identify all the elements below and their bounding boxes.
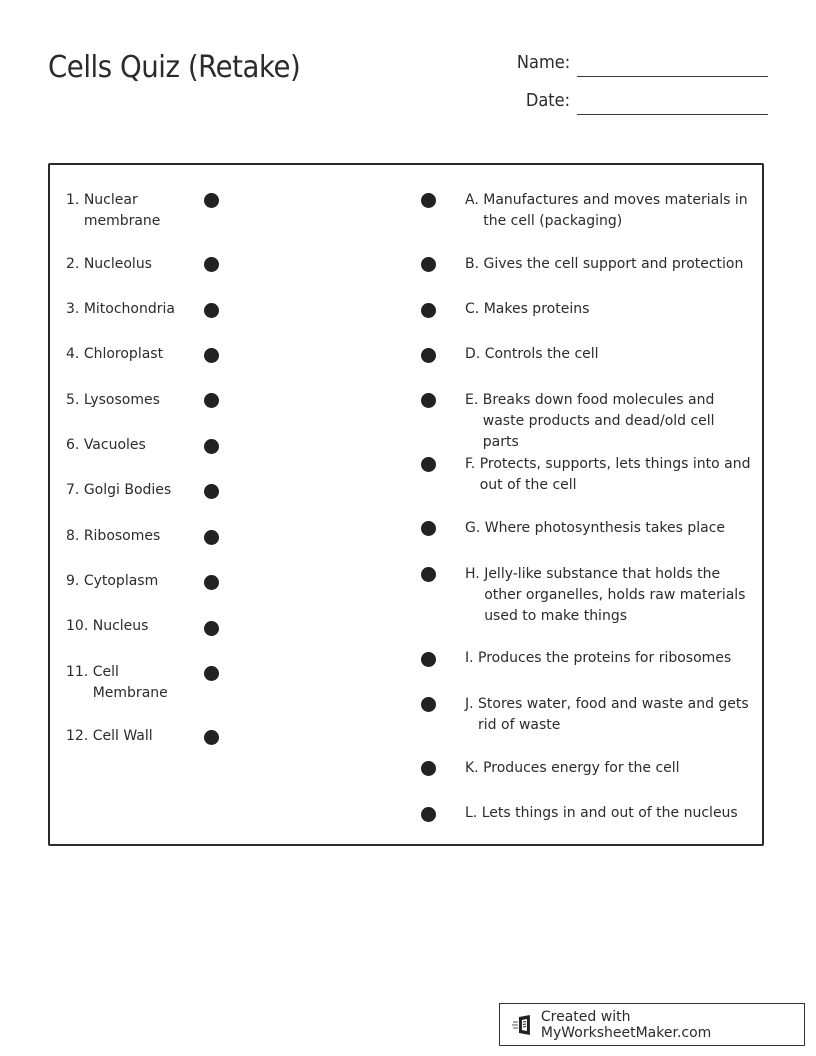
term-text: Ribosomes xyxy=(83,528,161,544)
date-field xyxy=(490,90,770,120)
definition-match-dot[interactable] xyxy=(421,761,436,776)
date-blank-line[interactable] xyxy=(577,114,768,115)
definition-item: K. Produces energy for the cell xyxy=(465,758,755,779)
definition-match-dot[interactable] xyxy=(421,193,436,208)
definition-match-dot[interactable] xyxy=(421,697,436,712)
name-label: Name: xyxy=(516,52,570,73)
term-text: Chloroplast xyxy=(83,346,164,362)
definition-item: G. Where photosynthesis takes place xyxy=(465,518,755,539)
term-item: 2. Nucleolus xyxy=(66,254,191,275)
term-text: Lysosomes xyxy=(83,392,160,408)
name-blank-line[interactable] xyxy=(577,76,768,77)
term-match-dot[interactable] xyxy=(204,393,219,408)
term-item: 1. Nuclear membrane xyxy=(66,190,191,232)
term-text: Cell Membrane xyxy=(92,664,168,701)
definition-text: Gives the cell support and protection xyxy=(483,256,744,272)
page-title: Cells Quiz (Retake) xyxy=(48,50,301,85)
definition-match-dot[interactable] xyxy=(421,807,436,822)
term-item: 3. Mitochondria xyxy=(66,299,191,320)
term-item: 4. Chloroplast xyxy=(66,344,191,365)
definition-match-dot[interactable] xyxy=(421,521,436,536)
term-match-dot[interactable] xyxy=(204,730,219,745)
definition-item: L. Lets things in and out of the nucleus xyxy=(465,803,755,824)
name-field xyxy=(490,52,770,82)
term-item: 8. Ribosomes xyxy=(66,526,191,547)
definition-match-dot[interactable] xyxy=(421,303,436,318)
definition-item: F. Protects, supports, lets things into and out of the cell xyxy=(465,454,755,496)
term-item: 7. Golgi Bodies xyxy=(66,480,191,501)
definition-text: Controls the cell xyxy=(484,346,599,362)
term-text: Cytoplasm xyxy=(83,573,159,589)
term-item: 5. Lysosomes xyxy=(66,390,191,411)
term-item: 10. Nucleus xyxy=(66,616,191,637)
term-match-dot[interactable] xyxy=(204,303,219,318)
term-text: Nuclear membrane xyxy=(83,192,161,229)
definition-item: H. Jelly-like substance that holds the other organelles, holds raw materials used to make things xyxy=(465,564,755,627)
term-match-dot[interactable] xyxy=(204,257,219,272)
term-text: Cell Wall xyxy=(92,728,153,744)
term-match-dot[interactable] xyxy=(204,621,219,636)
term-text: Nucleolus xyxy=(83,256,152,272)
definition-item: J. Stores water, food and waste and gets rid of waste xyxy=(465,694,755,736)
term-item: 12. Cell Wall xyxy=(66,726,191,747)
definition-text: Produces the proteins for ribosomes xyxy=(478,650,732,666)
definition-item: C. Makes proteins xyxy=(465,299,755,320)
term-item: 9. Cytoplasm xyxy=(66,571,191,592)
footer-text: Created with MyWorksheetMaker.com xyxy=(540,1008,712,1041)
definition-item: I. Produces the proteins for ribosomes xyxy=(465,648,755,669)
term-match-dot[interactable] xyxy=(204,666,219,681)
term-text: Mitochondria xyxy=(83,301,175,317)
definition-match-dot[interactable] xyxy=(421,257,436,272)
definition-match-dot[interactable] xyxy=(421,567,436,582)
definition-match-dot[interactable] xyxy=(421,348,436,363)
definition-text: Makes proteins xyxy=(483,301,590,317)
definition-text: Lets things in and out of the nucleus xyxy=(481,805,738,821)
term-item: 11. Cell Membrane xyxy=(66,662,191,704)
definition-text: Stores water, food and waste and gets rid of waste xyxy=(478,696,749,733)
definition-text: Protects, supports, lets things into and out of the cell xyxy=(479,456,751,493)
term-match-dot[interactable] xyxy=(204,575,219,590)
definition-text: Manufactures and moves materials in the cell (packaging) xyxy=(483,192,748,229)
term-match-dot[interactable] xyxy=(204,348,219,363)
definition-item: D. Controls the cell xyxy=(465,344,755,365)
created-with-badge[interactable] xyxy=(499,1003,805,1046)
definition-item: A. Manufactures and moves materials in the cell (packaging) xyxy=(465,190,755,232)
definition-match-dot[interactable] xyxy=(421,393,436,408)
date-label: Date: xyxy=(525,90,570,111)
term-match-dot[interactable] xyxy=(204,484,219,499)
term-text: Vacuoles xyxy=(83,437,146,453)
term-text: Nucleus xyxy=(92,618,149,634)
term-text: Golgi Bodies xyxy=(83,482,172,498)
term-match-dot[interactable] xyxy=(204,193,219,208)
definition-item: B. Gives the cell support and protection xyxy=(465,254,755,275)
definition-text: Produces energy for the cell xyxy=(483,760,680,776)
definition-text: Breaks down food molecules and waste products and dead/old cell parts xyxy=(482,392,715,450)
term-match-dot[interactable] xyxy=(204,439,219,454)
definition-match-dot[interactable] xyxy=(421,652,436,667)
definition-text: Where photosynthesis takes place xyxy=(484,520,726,536)
term-item: 6. Vacuoles xyxy=(66,435,191,456)
term-match-dot[interactable] xyxy=(204,530,219,545)
worksheet-maker-logo-icon xyxy=(512,1014,534,1036)
definition-text: Jelly-like substance that holds the other organelles, holds raw materials used to make things xyxy=(484,566,746,624)
definition-match-dot[interactable] xyxy=(421,457,436,472)
definition-item: E. Breaks down food molecules and waste products and dead/old cell parts xyxy=(465,390,755,453)
